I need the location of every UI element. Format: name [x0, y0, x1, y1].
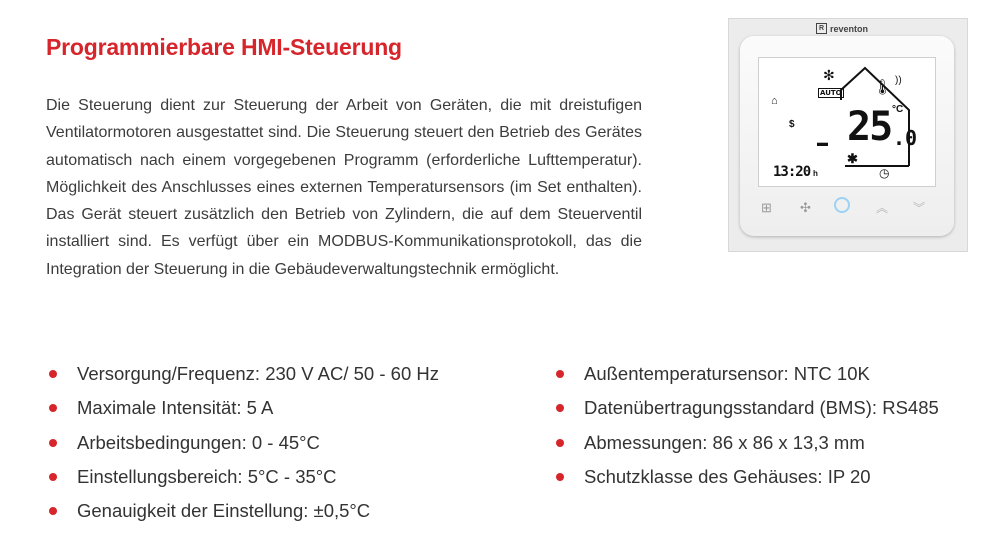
bullet-icon: [49, 439, 57, 447]
spec-text: Arbeitsbedingungen: 0 - 45°C: [77, 431, 320, 453]
bullet-icon: [556, 404, 564, 412]
dollar-icon: $: [789, 119, 795, 130]
spec-item: [46, 357, 439, 391]
thermometer-icon: 🌡: [873, 79, 893, 96]
house-auto-icon: ⌂: [771, 95, 778, 107]
time-display: 13:20: [773, 164, 811, 180]
spec-item: [553, 426, 939, 460]
spec-item: [553, 391, 939, 425]
spec-text: Abmessungen: 86 x 86 x 13,3 mm: [584, 431, 865, 453]
product-description: Die Steuerung dient zur Steuerung der Arbeit von Geräten, die mit dreistufigen Ventilatormotoren ausgestattet sind. Die Steuerung steuert den Betrieb des Gerätes automatisch nach einem vorgegebenen Programm (erforderliche Lufttemperatur). Möglichkeit des Anschlusses eines externen Temperatursensors (im Set enthalten). Das Gerät steuert zusätzlich den Betrieb von Zylindern, die auf dem Steuerventil installiert sind. Es verfügt über ein MODBUS-Kommunikationsprotokoll, das die Integration der Steuerung in die Gebäudeverwaltungstechnik ermöglicht.: [46, 97, 642, 278]
spec-item: [553, 460, 939, 494]
mode-badge: AUTO: [820, 89, 842, 97]
fan-button-icon[interactable]: ✣: [800, 200, 811, 215]
temperature-unit: °C: [892, 104, 904, 115]
spec-text: Datenübertragungsstandard (BMS): RS485: [584, 397, 939, 419]
time-unit: h: [813, 169, 818, 178]
bullet-icon: [556, 439, 564, 447]
bullet-icon: [49, 473, 57, 481]
spec-list-right: [553, 357, 939, 494]
thermostat-screen: [758, 57, 936, 187]
wifi-icon: )): [895, 75, 902, 86]
spec-item: [46, 426, 439, 460]
bullet-icon: [556, 370, 564, 378]
page-title: Programmierbare HMI-Steuerung: [46, 34, 402, 60]
bullet-icon: [49, 404, 57, 412]
spec-item: [46, 391, 439, 425]
menu-icon[interactable]: ⊞: [761, 200, 772, 215]
power-button[interactable]: [834, 197, 850, 213]
spec-text: Schutzklasse des Gehäuses: IP 20: [584, 465, 871, 487]
snowflake-icon: ✱: [847, 151, 858, 166]
spec-item: [46, 494, 439, 528]
temperature-value: 25: [847, 104, 892, 150]
spec-text: Versorgung/Frequenz: 230 V AC/ 50 - 60 Hz: [77, 363, 439, 384]
chevron-up-icon[interactable]: ︽: [876, 201, 889, 215]
spec-item: [553, 357, 939, 391]
clock-icon: ◷: [879, 166, 890, 180]
spec-text: Maximale Intensität: 5 A: [77, 397, 274, 419]
spec-text: Außentemperatursensor: NTC 10K: [584, 363, 870, 384]
car-icon: ▬: [817, 137, 828, 149]
chevron-down-icon[interactable]: ︾: [913, 201, 926, 215]
bullet-icon: [556, 473, 564, 481]
spec-list-left: [46, 357, 439, 528]
spec-text: Einstellungsbereich: 5°C - 35°C: [77, 465, 337, 487]
fan-icon: ✻: [823, 67, 835, 83]
brand-logo-icon: R: [816, 23, 827, 34]
bullet-icon: [49, 370, 57, 378]
temperature-decimal: .0: [893, 126, 918, 150]
brand-name: reventon: [830, 23, 869, 34]
spec-text: Genauigkeit der Einstellung: ±0,5°C: [77, 500, 371, 522]
spec-item: [46, 460, 439, 494]
brand-label: [816, 23, 868, 34]
bullet-icon: [49, 507, 57, 515]
